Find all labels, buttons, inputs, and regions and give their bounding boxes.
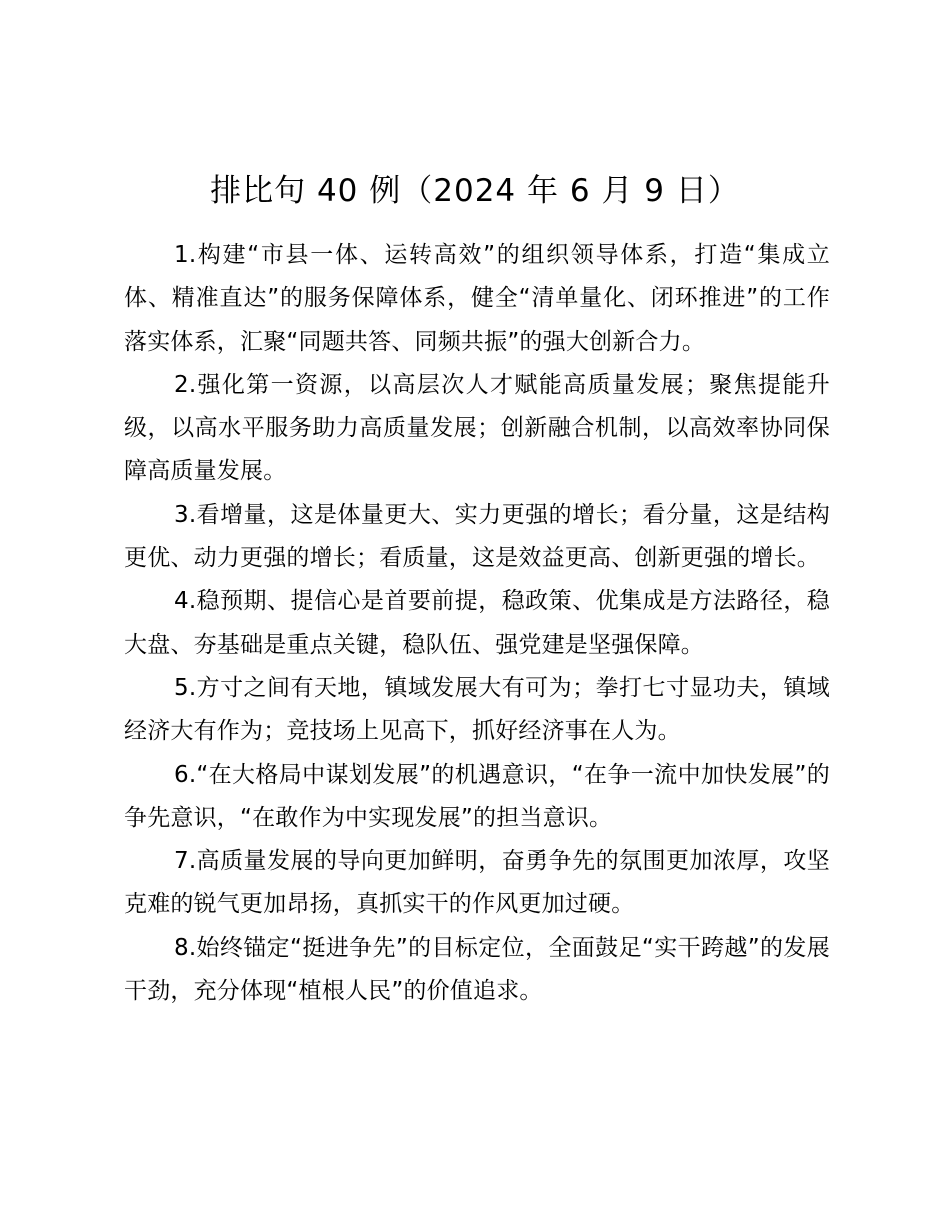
paragraph-item-1: 1.构建“市县一体、运转高效”的组织领导体系，打造“集成立体、精准直达”的服务保障体系，健全“清单量化、闭环推进”的工作落实体系，汇聚“同题共答、同频共振”的强大创新合力。 [124, 242, 830, 355]
paragraph-item-4: 4.稳预期、提信心是首要前提，稳政策、优集成是方法路径，稳大盘、夯基础是重点关键，稳队伍、强党建是坚强保障。 [124, 588, 830, 658]
document-body [124, 234, 830, 1013]
paragraph-item-2: 2.强化第一资源，以高层次人才赋能高质量发展；聚焦提能升级，以高水平服务助力高质量发展；创新融合机制，以高效率协同保障高质量发展。 [124, 371, 830, 485]
paragraph-item-7: 7.高质量发展的导向更加鲜明，奋勇争先的氛围更加浓厚，攻坚克难的锐气更加昂扬，真抓实干的作风更加过硬。 [124, 848, 830, 918]
paragraph-item-8: 8.始终锚定“挺进争先”的目标定位，全面鼓足“实干跨越”的发展干劲，充分体现“植根人民”的价值追求。 [124, 934, 830, 1005]
paragraph-item-3: 3.看增量，这是体量更大、实力更强的增长；看分量，这是结构更优、动力更强的增长；看质量，这是效益更高、创新更强的增长。 [124, 501, 830, 572]
paragraph-item-5: 5.方寸之间有天地，镇域发展大有可为；拳打七寸显功夫，镇域经济大有作为；竞技场上见高下，抓好经济事在人为。 [124, 674, 830, 745]
document-title: 排比句 40 例（2024 年 6 月 9 日） [210, 173, 740, 209]
paragraph-item-6: 6.“在大格局中谋划发展”的机遇意识，“在争一流中加快发展”的争先意识，“在敢作为中实现发展”的担当意识。 [124, 761, 830, 831]
